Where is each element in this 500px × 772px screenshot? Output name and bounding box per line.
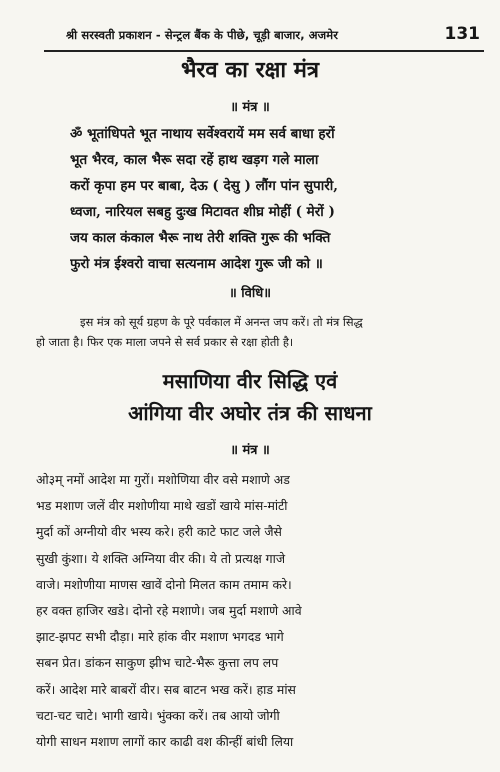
body-line: चटा-चट चाटे। भागी खाये। भुंक्का करें। तब आयो जोगी (36, 707, 280, 723)
body-line: वाजे। मशोणीया माणस खावें दोनो मिलत काम तमाम करे। (36, 576, 292, 592)
vidhi-label: ॥ विधि॥ (228, 286, 272, 301)
section-title-bhairav: भैरव का रक्षा मंत्र (180, 58, 320, 83)
body-line: हर वक्त हाजिर खडे। दोनो रहे मशाणे। जब मुर्दा मशाणे आवे (36, 602, 302, 618)
body-line: सबन प्रेत। डांकन साकुण झीभ चाटे-भैरू कुत्ता लप लप (36, 655, 279, 671)
body-line: झाट-झपट सभी दौड़ा। मारे हांक वीर मशाण भगदड भागे (36, 629, 284, 645)
verse-line: फुरो मंत्र ईश्वरो वाचा सत्यनाम आदेश गुरू जी को ॥ (70, 256, 323, 272)
verse-line: ध्वजा, नारियल सबहु दुःख मिटावत शीघ्र मोहीं ( मेरों ) (70, 204, 335, 220)
section-title-masaniya-line1: मसाणिया वीर सिद्धि एवं (162, 369, 338, 393)
verse-line: भूत भैरव, काल भैरू सदा रहें हाथ खड़ग गले माला (70, 152, 319, 168)
publisher-line: श्री सरस्वती प्रकाशन - सेन्ट्रल बैंक के पीछे, चूड़ी बाजार, अजमेर (66, 28, 339, 42)
body-line: योगी साधन मशाण लागों कार काढी वश कीन्हीं बांधी लिया (36, 733, 294, 749)
body-line: भड मशाण जलें वीर मशोणीया माथे खडों खाये मांस-मांटी (36, 498, 288, 514)
mantra-verse (70, 121, 450, 277)
vidhi-paragraph (36, 312, 476, 352)
verse-line: जय काल कंकाल भैरू नाथ तेरी शक्ति गुरू की भक्ति (70, 230, 331, 246)
body-line: सुखी कुंशा। ये शक्ति अग्निया वीर की। ये तो प्रत्यक्ष गाजे (36, 550, 286, 566)
paragraph-line: इस मंत्र को सूर्य ग्रहण के पूरे पर्वकाल में अनन्त जप करें। तो मंत्र सिद्ध (80, 315, 363, 329)
paragraph-line: हो जाता है। फिर एक माला जपने से सर्व प्रकार से रक्षा होती है। (36, 335, 294, 349)
section-title-masaniya-line2: आंगिया वीर अघोर तंत्र की साधना (128, 401, 372, 425)
page-number: 131 (444, 24, 480, 44)
body-line: करें। आदेश मारे बाबरों वीर। सब बाटन भख करें। हाड मांस (36, 681, 296, 697)
verse-line: करों कृपा हम पर बाबा, देऊ ( देसु ) लौंग पांन सुपारी, (70, 178, 338, 194)
mantra-label-2: ॥ मंत्र ॥ (230, 443, 270, 458)
verse-line: ॐ भूतांधिपते भूत नाथाय सर्वेश्वरायें मम सर्व बाधा हरों (70, 126, 335, 142)
mantra-label: ॥ मंत्र ॥ (230, 100, 270, 115)
body-line: मुर्दा कों अग्नीयो वीर भस्य करे। हरी काटे फाट जले जैसे (36, 524, 282, 540)
body-line: ओ३म् नमों आदेश मा गुरों। मशोणिया वीर वसे मशाणे अड (36, 472, 290, 487)
page-header (44, 24, 484, 52)
mantra-body-text (36, 467, 476, 755)
